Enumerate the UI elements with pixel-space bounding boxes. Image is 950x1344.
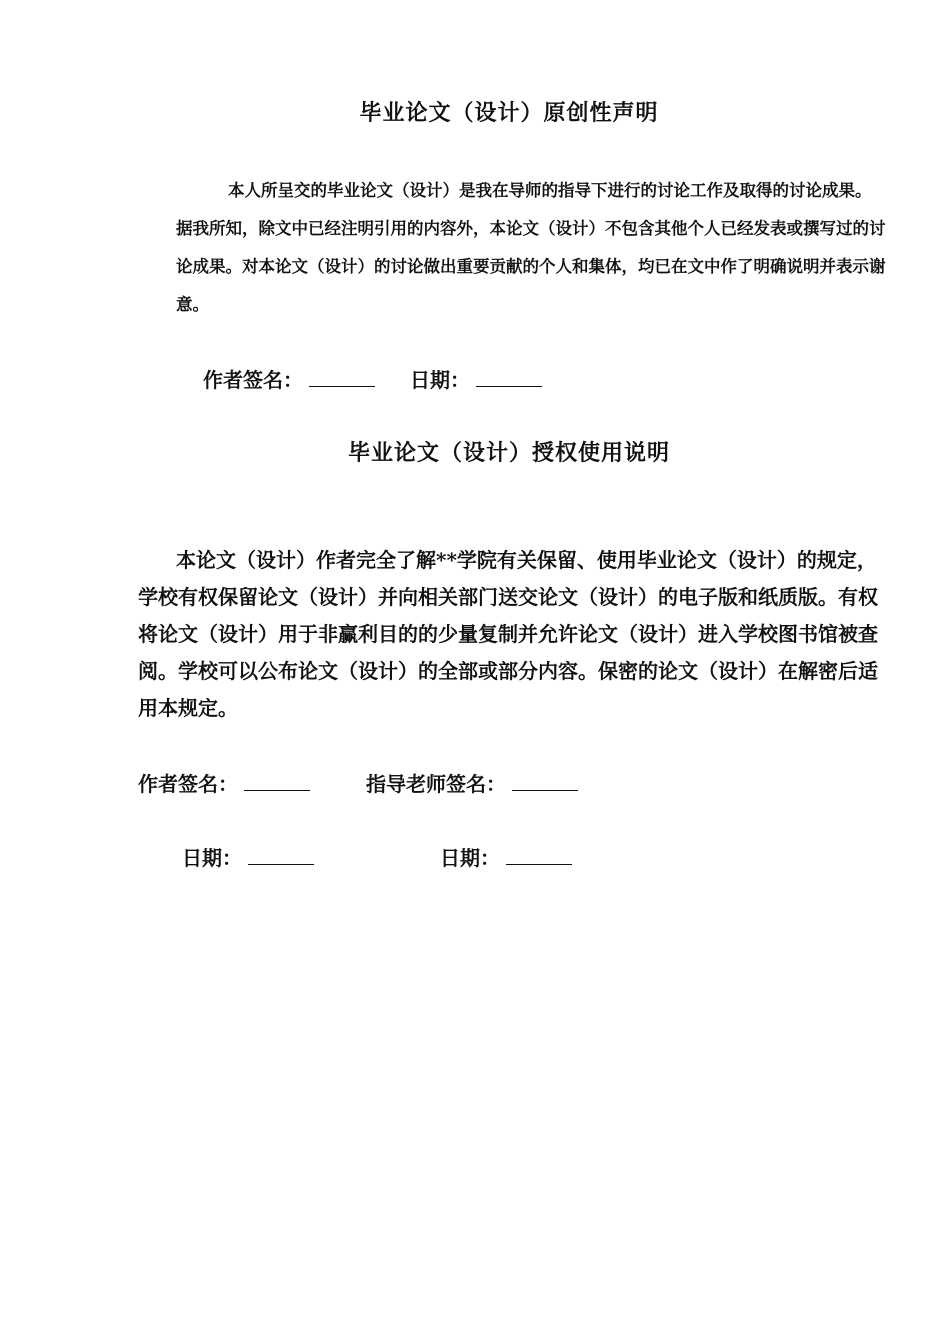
originality-title: 毕业论文（设计）原创性声明 [359, 100, 659, 126]
signature-blank-line [512, 772, 578, 791]
date-label: 日期： [410, 368, 470, 392]
authorization-author-signature [138, 768, 310, 797]
authorization-advisor-signature [366, 768, 578, 797]
originality-paragraph [176, 172, 886, 324]
author-signature-label: 作者签名： [138, 772, 238, 796]
authorization-paragraph [138, 542, 878, 727]
originality-body-text: 本人所呈交的毕业论文（设计）是我在导师的指导下进行的讨论工作及取得的讨论成果。据我所知，除文中已经注明引用的内容外，本论文（设计）不包含其他个人已经发表或撰写过的讨论成果。对本论文（设计）的讨论做出重要贡献的个人和集体，均已在文中作了明确说明并表示谢意。 [176, 181, 886, 314]
date-blank-line [248, 846, 314, 865]
authorization-date-right [440, 842, 572, 871]
date-label: 日期： [440, 846, 500, 870]
authorization-body-text: 本论文（设计）作者完全了解**学院有关保留、使用毕业论文（设计）的规定，学校有权保留论文（设计）并向相关部门送交论文（设计）的电子版和纸质版。有权将论文（设计）用于非赢利目的的少量复制并允许论文（设计）进入学校图书馆被查阅。学校可以公布论文（设计）的全部或部分内容。保密的论文（设计）在解密后适用本规定。 [138, 548, 878, 720]
signature-blank-line [309, 368, 375, 387]
originality-author-signature [203, 364, 375, 393]
date-blank-line [506, 846, 572, 865]
authorization-title: 毕业论文（设计）授权使用说明 [347, 440, 670, 466]
signature-blank-line [244, 772, 310, 791]
date-blank-line [476, 368, 542, 387]
originality-date [410, 364, 542, 393]
date-label: 日期： [182, 846, 242, 870]
advisor-signature-label: 指导老师签名： [366, 772, 506, 796]
authorization-date-left [182, 842, 314, 871]
author-signature-label: 作者签名： [203, 368, 303, 392]
